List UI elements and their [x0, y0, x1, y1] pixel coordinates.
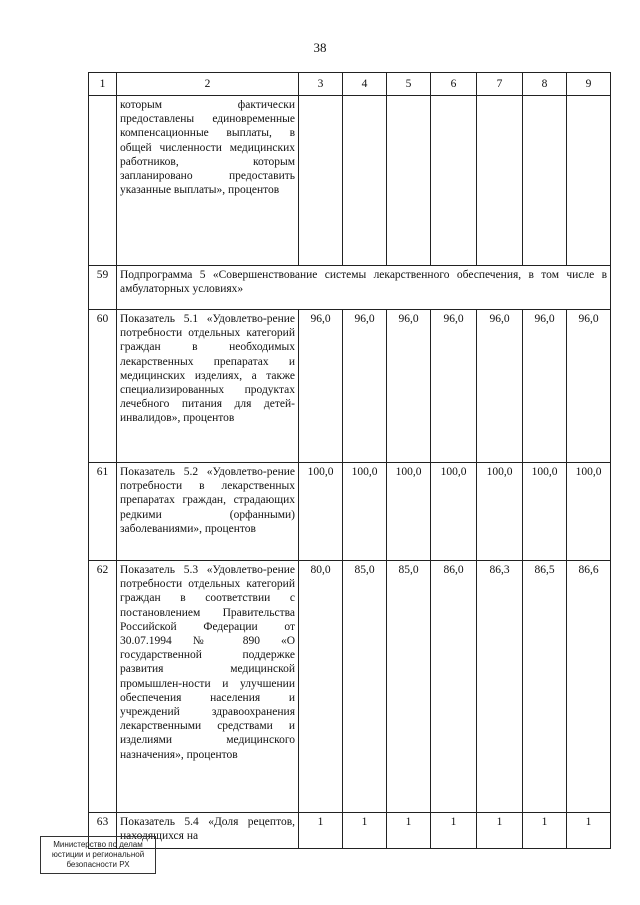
value-cell: 100,0	[343, 463, 387, 561]
value-cell: 86,0	[431, 561, 477, 813]
header-cell: 7	[477, 73, 523, 96]
value-cell: 85,0	[343, 561, 387, 813]
value-cell: 86,6	[567, 561, 611, 813]
value-cell	[523, 96, 567, 266]
row-description: которым фактически предоставлены единовременные компенсационные выплаты, в общей численности медицинских работников, которым запланировано предоставить указанные выплаты», процентов	[117, 96, 299, 266]
value-cell	[431, 96, 477, 266]
ministry-stamp	[40, 836, 156, 874]
value-cell: 85,0	[387, 561, 431, 813]
value-cell: 100,0	[299, 463, 343, 561]
value-cell: 86,5	[523, 561, 567, 813]
row-number-cell	[89, 96, 117, 266]
row-description: Показатель 5.1 «Удовлетво-рение потребности отдельных категорий граждан в необходимых лекарственных препаратах и медицинских изделиях, а также специализированных продуктах лечебного питания для детей-инвалидов», процентов	[117, 310, 299, 463]
value-cell: 100,0	[431, 463, 477, 561]
row-number: 63	[89, 813, 117, 849]
row-number: 60	[89, 310, 117, 463]
header-cell: 3	[299, 73, 343, 96]
header-cell: 5	[387, 73, 431, 96]
value-cell	[343, 96, 387, 266]
header-cell: 8	[523, 73, 567, 96]
row-number: 62	[89, 561, 117, 813]
value-cell: 96,0	[343, 310, 387, 463]
table-row	[89, 561, 611, 813]
value-cell: 100,0	[387, 463, 431, 561]
header-cell: 2	[117, 73, 299, 96]
table-row	[89, 463, 611, 561]
value-cell: 96,0	[567, 310, 611, 463]
value-cell	[387, 96, 431, 266]
row-number: 61	[89, 463, 117, 561]
table-row	[89, 266, 611, 310]
header-cell: 9	[567, 73, 611, 96]
row-number: 59	[89, 266, 117, 310]
value-cell: 1	[343, 813, 387, 849]
value-cell: 96,0	[387, 310, 431, 463]
value-cell: 1	[431, 813, 477, 849]
value-cell: 1	[299, 813, 343, 849]
value-cell: 1	[477, 813, 523, 849]
row-description: Показатель 5.3 «Удовлетво-рение потребности отдельных категорий граждан в соответствии с постановлением Правительства Российской Федерации от 30.07.1994 № 890 «О государственной поддержке развития медицинской промышлен-ности и улучшении обеспечения населения и учреждений здравоохранения лекарственными средствами и изделиями медицинского назначения», процентов	[117, 561, 299, 813]
value-cell: 100,0	[567, 463, 611, 561]
value-cell: 96,0	[477, 310, 523, 463]
value-cell: 96,0	[523, 310, 567, 463]
stamp-line: безопасности РХ	[66, 860, 130, 869]
subprogram-title: Подпрограмма 5 «Совершенствование системы лекарственного обеспечения, в том числе в амбулаторных условиях»	[117, 266, 611, 310]
value-cell: 96,0	[299, 310, 343, 463]
header-cell: 6	[431, 73, 477, 96]
row-description: Показатель 5.4 «Доля рецептов, находящихся на	[117, 813, 299, 849]
indicators-table	[88, 72, 611, 849]
value-cell: 1	[387, 813, 431, 849]
value-cell: 1	[523, 813, 567, 849]
value-cell: 80,0	[299, 561, 343, 813]
value-cell: 86,3	[477, 561, 523, 813]
table-row	[89, 813, 611, 849]
stamp-line: Министерство по делам	[53, 840, 143, 849]
value-cell	[567, 96, 611, 266]
stamp-line: юстиции и региональной	[51, 850, 145, 859]
header-cell: 4	[343, 73, 387, 96]
table-row	[89, 96, 611, 266]
value-cell	[299, 96, 343, 266]
header-row	[89, 73, 611, 96]
value-cell: 100,0	[523, 463, 567, 561]
value-cell	[477, 96, 523, 266]
header-cell: 1	[89, 73, 117, 96]
value-cell: 1	[567, 813, 611, 849]
row-description: Показатель 5.2 «Удовлетво-рение потребности в лекарственных препаратах граждан, страдающих редкими (орфанными) заболеваниями», процентов	[117, 463, 299, 561]
value-cell: 100,0	[477, 463, 523, 561]
page-number: 38	[313, 40, 327, 55]
table-row	[89, 310, 611, 463]
value-cell: 96,0	[431, 310, 477, 463]
